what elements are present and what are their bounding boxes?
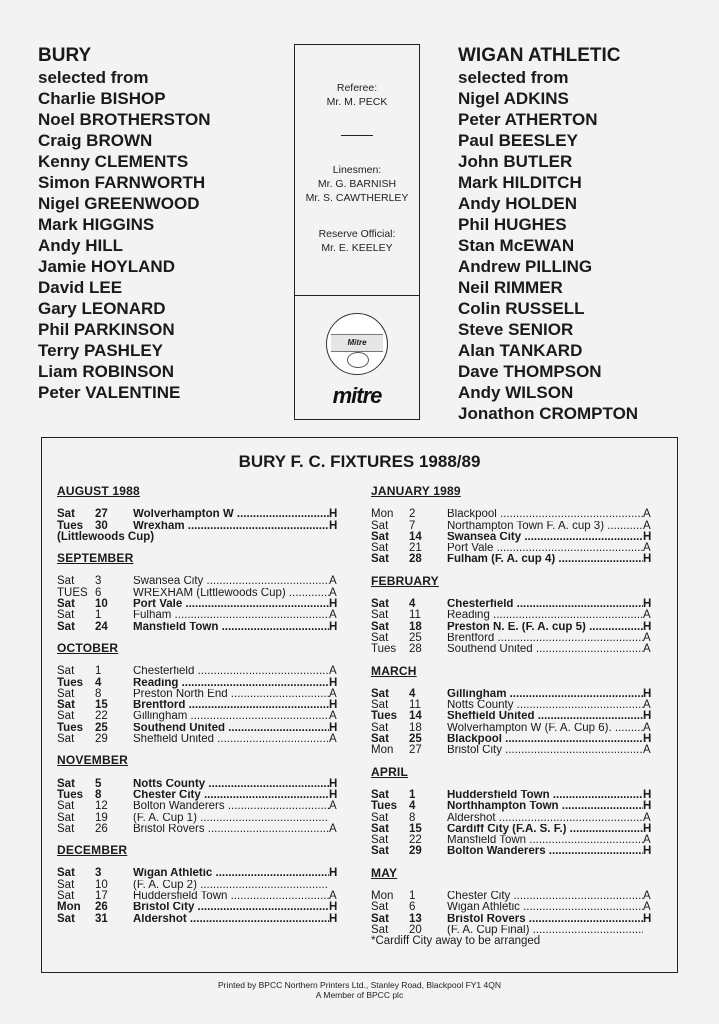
fixture-date: 18	[409, 620, 422, 633]
fixture-day: Sat	[57, 890, 75, 903]
fixture-day: Sat	[371, 845, 389, 858]
fixture-opponent: Reading .....	[133, 678, 329, 689]
fixture-opponent: Chesterfield .....	[133, 666, 329, 677]
fixture-date: 4	[409, 800, 416, 813]
fixture-row	[57, 801, 335, 812]
fixture-day: Sat	[57, 878, 75, 891]
fixture-opponent: Fulham .....	[133, 610, 329, 621]
fixture-opponent: Huddersfield Town .....	[133, 891, 329, 902]
player-name: Stan McEWAN	[458, 236, 575, 255]
fixture-opponent: Notts County .....	[447, 700, 643, 711]
fixture-opponent: (F. A. Cup Final) .....	[447, 925, 643, 936]
fixture-venue: A	[329, 800, 337, 813]
fixture-venue: A	[643, 811, 651, 824]
fixture-opponent: Wolverhampton W (F. A. Cup 6). .....	[447, 723, 643, 734]
fixture-venue: H	[329, 699, 338, 712]
fixture-day: Tues	[371, 643, 397, 656]
fixture-day: Sat	[371, 788, 389, 801]
fixture-day: Sat	[371, 687, 389, 700]
fixture-venue: H	[643, 788, 652, 801]
fixture-venue: H	[329, 676, 338, 689]
fixture-day: Sat	[371, 519, 389, 532]
football-icon	[326, 313, 388, 375]
fixture-date: 11	[409, 609, 421, 622]
fixture-day: Tues	[57, 519, 83, 532]
fixture-venue: A	[643, 519, 651, 532]
fixture-day: Sat	[57, 620, 75, 633]
fixture-month-section	[57, 551, 338, 633]
fixture-venue: A	[643, 744, 651, 757]
month-heading: NOVEMBER	[57, 753, 128, 768]
fixture-day: Sat	[371, 912, 389, 925]
fixture-row	[57, 620, 338, 633]
fixture-venue: H	[643, 800, 652, 813]
fixture-day: Mon	[371, 890, 394, 903]
fixture-opponent: Cardiff City (F.A. S. F.) .....	[447, 824, 643, 835]
player-name: Nigel ADKINS	[458, 89, 569, 108]
fixture-day: Tues	[371, 800, 397, 813]
player-name: Andy WILSON	[458, 383, 574, 402]
officials-panel	[294, 44, 420, 420]
fixture-date: 15	[409, 822, 422, 835]
fixture-date: 28	[409, 643, 422, 656]
player-name: Simon FARNWORTH	[38, 173, 206, 192]
month-heading: SEPTEMBER	[57, 551, 134, 566]
fixture-day: Sat	[57, 699, 75, 712]
fixture-date: 10	[95, 598, 108, 611]
fixture-date: 8	[95, 788, 102, 801]
fixture-row	[57, 666, 335, 677]
fixture-venue: H	[329, 912, 338, 925]
fixture-venue: A	[643, 631, 651, 644]
fixture-day: Sat	[57, 508, 75, 521]
fixture-date: 28	[409, 553, 422, 566]
fixture-row	[371, 509, 649, 520]
fixture-venue: A	[329, 609, 337, 622]
fixture-date: 5	[95, 777, 102, 790]
fixture-date: 3	[95, 867, 102, 880]
fixture-day: Sat	[371, 542, 389, 555]
fixture-opponent: Bristol Rovers .....	[447, 914, 643, 925]
fixture-opponent: Preston N. E. (F. A. cup 5) .....	[447, 622, 643, 633]
fixture-month-section	[371, 484, 652, 566]
referee-label: Referee:	[336, 82, 378, 94]
fixture-opponent: Aldershot .....	[133, 914, 329, 925]
fixture-venue: A	[329, 710, 337, 723]
month-heading: APRIL	[371, 764, 408, 779]
fixture-day: Sat	[57, 575, 75, 588]
fixture-row	[57, 912, 338, 925]
fixture-day: Sat	[371, 834, 389, 847]
fixture-month-section	[371, 764, 652, 858]
fixture-venue: H	[329, 620, 338, 633]
fixture-date: 29	[409, 845, 422, 858]
fixture-venue: A	[329, 575, 337, 588]
fixture-day: Sat	[371, 699, 389, 712]
month-heading: JANUARY 1989	[371, 484, 461, 498]
player-name: Colin RUSSELL	[458, 299, 585, 318]
fixture-opponent: Fulham (F. A. cup 4) .....	[447, 554, 643, 565]
fixture-row	[371, 902, 649, 913]
fixture-day: Sat	[371, 609, 389, 622]
fixture-date: 14	[409, 710, 422, 723]
fixture-day: TUES	[57, 586, 88, 599]
fixture-venue: H	[643, 620, 652, 633]
fixture-opponent: WREXHAM (Littlewoods Cup) .....	[133, 588, 329, 599]
fixture-opponent: Preston North End .....	[133, 689, 329, 700]
fixture-opponent: Bolton Wanderers .....	[133, 801, 329, 812]
fixture-date: 22	[409, 834, 422, 847]
fixture-day: Sat	[57, 609, 75, 622]
player-name: David LEE	[38, 278, 123, 297]
fixture-venue: A	[643, 699, 651, 712]
officials-info	[295, 45, 419, 296]
bury-player-list	[38, 88, 211, 403]
fixture-opponent: Chester City .....	[133, 790, 329, 801]
fixture-venue: H	[329, 777, 338, 790]
fixture-month-section	[57, 843, 338, 925]
fixture-opponent: Chester City .....	[447, 891, 643, 902]
player-name: Mark HIGGINS	[38, 215, 155, 234]
month-heading: FEBRUARY	[371, 573, 439, 588]
fixture-opponent: Northhampton Town .....	[447, 801, 643, 812]
fixture-day: Tues	[57, 788, 83, 801]
player-name: Steve SENIOR	[458, 320, 574, 339]
fixture-day: Sat	[57, 733, 75, 746]
fixture-note: (Littlewoods Cup)	[57, 530, 155, 543]
fixture-day: Sat	[371, 598, 389, 611]
fixture-row	[371, 925, 649, 936]
fixtures-panel	[41, 437, 678, 973]
fixture-month-section	[57, 640, 338, 746]
fixture-date: 8	[409, 811, 416, 824]
fixture-venue: A	[329, 890, 337, 903]
fixture-opponent: Wrexham .....	[133, 521, 329, 532]
fixture-row	[57, 508, 338, 521]
player-name: Neil RIMMER	[458, 278, 563, 297]
player-name: Craig BROWN	[38, 131, 153, 150]
fixture-row	[57, 901, 338, 914]
fixture-row	[57, 519, 338, 532]
player-name: Alan TANKARD	[458, 341, 583, 360]
ball-brand: Mitre	[331, 334, 383, 352]
fixture-date: 27	[409, 744, 422, 757]
fixture-date: 12	[95, 800, 108, 813]
fixture-opponent: Brentford .....	[447, 633, 643, 644]
fixture-date: 24	[95, 620, 108, 633]
fixture-date: 6	[409, 901, 416, 914]
fixture-opponent: Gillingham .....	[133, 711, 329, 722]
fixture-date: 14	[409, 530, 422, 543]
ball-seam	[347, 352, 369, 368]
fixture-row	[57, 610, 335, 621]
fixture-date: 1	[95, 665, 102, 678]
player-name: Terry PASHLEY	[38, 341, 164, 360]
player-name: Kenny CLEMENTS	[38, 152, 189, 171]
fixture-venue: H	[643, 530, 652, 543]
fixture-opponent: Aldershot .....	[447, 813, 643, 824]
fixture-opponent: Sheffield United .....	[133, 734, 329, 745]
fixture-opponent: Northampton Town F. A. cup 3) .....	[447, 521, 643, 532]
fixture-venue: H	[643, 710, 652, 723]
linesmen-label: Linesmen:	[332, 164, 382, 176]
fixture-day: Sat	[371, 811, 389, 824]
fixture-venue: H	[643, 598, 652, 611]
wigan-player-list	[458, 88, 638, 424]
fixture-venue: H	[643, 912, 652, 925]
fixture-venue: H	[643, 845, 652, 858]
fixture-date: 31	[95, 912, 108, 925]
fixture-row	[371, 610, 649, 621]
month-heading: AUGUST 1988	[57, 484, 140, 498]
fixture-day: Mon	[57, 901, 81, 914]
month-heading: MAY	[371, 865, 398, 880]
fixture-date: 1	[409, 890, 416, 903]
player-name: Peter VALENTINE	[38, 383, 181, 402]
fixture-date: 26	[95, 901, 108, 914]
fixtures-title: BURY F. C. FIXTURES 1988/89	[238, 452, 481, 471]
player-name: Phil HUGHES	[458, 215, 567, 234]
player-name: Charlie BISHOP	[38, 89, 166, 108]
fixture-opponent: Bristol Rovers .....	[133, 824, 329, 835]
fixture-day: Sat	[57, 800, 75, 813]
fixture-row	[371, 745, 649, 756]
fixture-venue: A	[329, 733, 337, 746]
reserve-official-label: Reserve Official:	[318, 228, 396, 240]
fixture-opponent: Mansfield Town .....	[447, 835, 643, 846]
fixture-date: 20	[409, 923, 422, 936]
linesman-1: Mr. G. BARNISH	[317, 178, 397, 190]
player-name: Gary LEONARD	[38, 299, 166, 318]
fixture-day: Tues	[57, 721, 83, 734]
fixture-venue: H	[329, 901, 338, 914]
fixture-day: Mon	[371, 508, 394, 521]
fixture-opponent: Bristol City .....	[133, 902, 329, 913]
fixture-day: Sat	[371, 822, 389, 835]
fixture-month-section	[57, 484, 338, 543]
fixture-date: 30	[95, 519, 108, 532]
fixture-venue: H	[329, 721, 338, 734]
fixture-venue: A	[329, 665, 337, 678]
fixture-date: 25	[95, 721, 108, 734]
fixture-day: Sat	[371, 901, 389, 914]
fixture-opponent: Notts County .....	[133, 779, 329, 790]
fixture-date: 1	[409, 788, 416, 801]
fixture-opponent: Sheffield United .....	[447, 711, 643, 722]
fixture-date: 4	[409, 687, 416, 700]
fixture-day: Sat	[371, 553, 389, 566]
linesman-2: Mr. S. CAWTHERLEY	[305, 192, 409, 204]
mitre-logo: mitre	[332, 383, 382, 408]
divider	[341, 135, 373, 136]
fixture-date: 10	[95, 878, 108, 891]
fixture-date: 22	[95, 710, 108, 723]
fixture-venue: H	[643, 687, 652, 700]
fixture-opponent: Mansfield Town .....	[133, 622, 329, 633]
fixture-day: Sat	[371, 530, 389, 543]
fixture-date: 18	[409, 721, 422, 734]
fixture-date: 29	[95, 733, 108, 746]
fixture-opponent: Port Vale .....	[447, 543, 643, 554]
fixture-opponent: Gillingham .....	[447, 689, 643, 700]
wigan-team-name: WIGAN ATHLETIC	[458, 45, 621, 66]
fixture-venue: A	[329, 586, 337, 599]
player-name: John BUTLER	[458, 152, 573, 171]
fixture-date: 25	[409, 733, 422, 746]
wigan-squad	[458, 44, 638, 424]
fixture-opponent: Chesterfield .....	[447, 599, 643, 610]
fixtures-right-column	[371, 484, 652, 958]
fixture-opponent: Wigan Athletic .....	[133, 868, 329, 879]
fixture-venue: A	[643, 643, 651, 656]
player-name: Jonathon CROMPTON	[458, 404, 639, 423]
fixture-venue: A	[329, 687, 337, 700]
fixture-day: Sat	[57, 710, 75, 723]
fixture-day: Sat	[371, 721, 389, 734]
fixture-venue: A	[643, 901, 651, 914]
player-name: Andy HILL	[38, 236, 123, 255]
printer-line-1: Printed by BPCC Northern Printers Ltd., Stanley Road, Blackpool FY1 4QN	[218, 980, 501, 990]
fixture-row	[371, 644, 649, 655]
fixture-opponent: Wigan Athletic .....	[447, 902, 643, 913]
fixture-venue: H	[329, 519, 338, 532]
fixture-month-section	[57, 753, 338, 835]
player-name: Phil PARKINSON	[38, 320, 175, 339]
fixture-date: 26	[95, 822, 108, 835]
fixture-row	[371, 800, 652, 813]
bury-squad	[38, 44, 211, 403]
fixture-day: Sat	[371, 923, 389, 936]
player-name: Andy HOLDEN	[458, 194, 577, 213]
fixture-venue: H	[643, 733, 652, 746]
fixture-day: Sat	[371, 620, 389, 633]
fixture-date: 4	[409, 598, 416, 611]
fixture-row	[57, 734, 335, 745]
bury-team-name: BURY	[38, 45, 92, 66]
fixture-venue: H	[329, 598, 338, 611]
fixture-date: 6	[95, 586, 102, 599]
fixture-venue: H	[329, 788, 338, 801]
fixture-venue: A	[643, 890, 651, 903]
fixture-venue: H	[643, 553, 652, 566]
fixture-day: Sat	[57, 687, 75, 700]
fixture-date: 8	[95, 687, 102, 700]
fixture-opponent: Swansea City .....	[447, 532, 643, 543]
fixture-day: Sat	[57, 777, 75, 790]
fixture-venue: A	[643, 542, 651, 555]
fixture-opponent: Port Vale .....	[133, 599, 329, 610]
fixture-day: Sat	[57, 598, 75, 611]
printer-line-2: A Member of BPCC plc	[315, 990, 404, 1000]
fixture-month-section	[371, 573, 652, 656]
fixture-date: 25	[409, 631, 422, 644]
player-name: Peter ATHERTON	[458, 110, 598, 129]
fixture-venue: A	[643, 508, 651, 521]
fixture-opponent: Reading .....	[447, 610, 643, 621]
fixture-month-section	[371, 663, 652, 757]
fixture-date: 1	[95, 609, 102, 622]
fixture-day: Sat	[57, 912, 75, 925]
fixture-date: 3	[95, 575, 102, 588]
month-heading: OCTOBER	[57, 640, 119, 655]
fixture-opponent: Wolverhampton W .....	[133, 509, 329, 520]
fixture-day: Tues	[57, 676, 83, 689]
fixture-opponent: Blackpool .....	[447, 509, 643, 520]
player-name: Dave THOMPSON	[458, 362, 602, 381]
player-name: Nigel GREENWOOD	[38, 194, 200, 213]
reserve-official-name: Mr. E. KEELEY	[321, 242, 393, 254]
player-name: Mark HILDITCH	[458, 173, 582, 192]
fixture-venue: A	[329, 822, 337, 835]
fixture-row	[57, 824, 335, 835]
fixture-month-section	[371, 865, 652, 948]
fixture-row	[371, 553, 652, 566]
fixture-opponent: Bristol City .....	[447, 745, 643, 756]
bury-selected-from: selected from	[38, 68, 149, 87]
fixture-note: *Cardiff City away to be arranged	[371, 935, 541, 948]
wigan-selected-from: selected from	[458, 68, 569, 87]
player-name: Andrew PILLING	[458, 257, 593, 276]
fixture-venue: H	[643, 822, 652, 835]
fixture-date: 13	[409, 912, 422, 925]
fixture-day: Sat	[57, 867, 75, 880]
fixture-date: 7	[409, 519, 416, 532]
month-heading: DECEMBER	[57, 843, 128, 858]
fixture-opponent: Southend United .....	[447, 644, 643, 655]
fixture-opponent: (F. A. Cup 2) .....	[133, 880, 329, 891]
fixture-date: 27	[95, 508, 108, 521]
fixture-opponent: Brentford .....	[133, 700, 329, 711]
fixture-venue: A	[643, 721, 651, 734]
fixture-date: 19	[95, 811, 108, 824]
fixture-opponent: Bolton Wanderers .....	[447, 846, 643, 857]
fixture-date: 21	[409, 542, 422, 555]
referee-name: Mr. M. PECK	[326, 96, 388, 108]
fixture-day: Sat	[57, 665, 75, 678]
fixture-opponent: Southend United .....	[133, 723, 329, 734]
fixture-opponent: Swansea City .....	[133, 576, 329, 587]
fixture-opponent: Blackpool .....	[447, 734, 643, 745]
fixture-day: Sat	[371, 631, 389, 644]
player-name: Liam ROBINSON	[38, 362, 175, 381]
fixture-row	[371, 845, 652, 858]
fixture-venue: A	[643, 609, 651, 622]
fixture-day: Tues	[371, 710, 397, 723]
printer-credit	[0, 980, 719, 1000]
fixture-date: 2	[409, 508, 416, 521]
fixture-day: Sat	[57, 811, 75, 824]
fixture-venue: A	[643, 834, 651, 847]
fixture-date: 4	[95, 676, 102, 689]
fixture-day: Sat	[57, 822, 75, 835]
fixtures-left-column	[57, 484, 338, 935]
fixture-date: 11	[409, 699, 421, 712]
fixture-date: 17	[95, 890, 108, 903]
fixture-venue: H	[329, 867, 338, 880]
fixture-day: Sat	[371, 733, 389, 746]
fixture-day: Mon	[371, 744, 394, 757]
player-name: Jamie HOYLAND	[38, 257, 175, 276]
month-heading: MARCH	[371, 663, 417, 678]
player-name: Paul BEESLEY	[458, 131, 578, 150]
fixture-opponent: (F. A. Cup 1) .....	[133, 813, 329, 824]
fixture-venue: H	[329, 508, 338, 521]
fixture-opponent: Huddersfield Town .....	[447, 790, 643, 801]
fixture-date: 15	[95, 699, 108, 712]
player-name: Noel BROTHERSTON	[38, 110, 211, 129]
